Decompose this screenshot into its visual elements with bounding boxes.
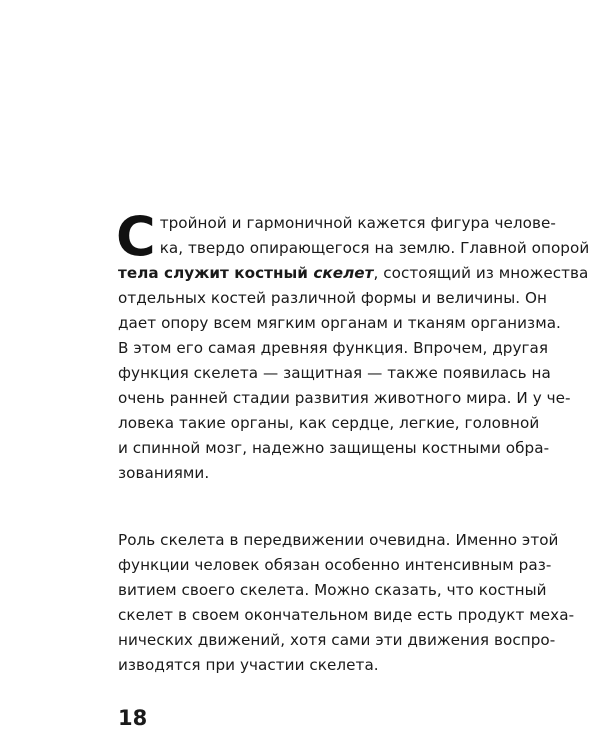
text-line: и спинной мозг, надежно защищены костными обра-: [118, 439, 550, 457]
text-fragment: , состоящий из множества: [373, 264, 589, 282]
text-line: зованиями.: [118, 464, 210, 482]
text-line: тройной и гармоничной кажется фигура челове-: [159, 214, 556, 232]
text-line: изводятся при участии скелета.: [118, 656, 379, 674]
text-line: дает опору всем мягким органам и тканям организма.: [118, 314, 561, 332]
text-line-bold: [118, 261, 589, 286]
text-line: скелет в своем окончательном виде есть продукт меха-: [118, 606, 575, 624]
text-line: отдельных костей различной формы и величины. Он: [118, 289, 547, 307]
text-line: очень ранней стадии развития животного мира. И у че-: [118, 389, 571, 407]
text-line: витием своего скелета. Можно сказать, что костный: [118, 581, 547, 599]
text-line: В этом его самая древняя функция. Впрочем, другая: [118, 339, 549, 357]
text-line: функция скелета — защитная — также появилась на: [118, 364, 551, 382]
text-line: ка, твердо опирающегося на землю. Главной опорой: [159, 239, 590, 257]
text-line: функции человек обязан особенно интенсивным раз-: [118, 556, 552, 574]
drop-cap-letter: С: [116, 205, 156, 268]
paragraph-1: [116, 205, 590, 486]
text-line: ловека такие органы, как сердце, легкие, головной: [118, 414, 540, 432]
paragraph-2: [118, 528, 575, 678]
text-line: нических движений, хотя сами эти движения воспро-: [118, 631, 556, 649]
term-skeleton: скелет: [313, 264, 374, 282]
text-line: Роль скелета в передвижении очевидна. Именно этой: [118, 531, 559, 549]
page-number: 18: [118, 706, 148, 730]
bold-phrase: тела служит костный: [118, 264, 314, 282]
